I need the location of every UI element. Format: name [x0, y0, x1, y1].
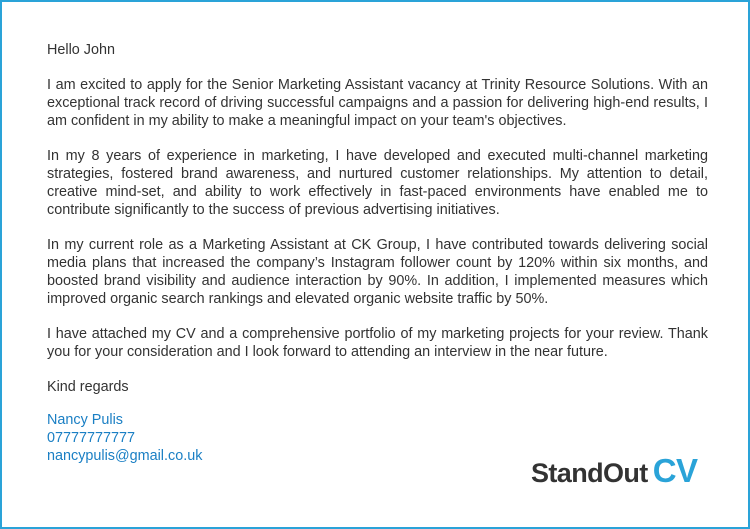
signature-name: Nancy Pulis — [47, 412, 123, 428]
logo-wordmark: StandOut — [531, 458, 648, 488]
paragraph-current-role: In my current role as a Marketing Assistant at CK Group, I have contributed towards delivering social media plans that increased the company’s Instagram follower count by 120% within six months, and boosted brand visibility and audience interaction by 90%. In addition, I implemented measures which improved organic search rankings and elevated organic website traffic by 50%. — [47, 237, 708, 307]
paragraph-intro: I am excited to apply for the Senior Marketing Assistant vacancy at Trinity Resource Solutions. With an exceptional track record of driving successful campaigns and a passion for delivering high-end results, I am confident in my ability to make a meaningful impact on your team's objectives. — [47, 77, 708, 129]
signature-phone: 07777777777 — [47, 430, 136, 446]
signoff: Kind regards — [47, 379, 129, 395]
standout-cv-logo — [531, 452, 698, 490]
cover-letter — [47, 41, 708, 465]
greeting: Hello John — [47, 42, 115, 58]
paragraph-experience: In my 8 years of experience in marketing, I have developed and executed multi-channel marketing strategies, fostered brand awareness, and nurtured customer relationships. My attention to detail, creative mind-set, and ability to work effectively in fast-paced environments have enabled me to contribute significantly to the success of previous advertising initiatives. — [47, 148, 708, 218]
paragraph-closing: I have attached my CV and a comprehensive portfolio of my marketing projects for your review. Thank you for your consideration and I look forward to attending an interview in the near future. — [47, 326, 708, 360]
signature-email: nancypulis@gmail.co.uk — [47, 448, 203, 464]
logo-cv-mark: CV — [652, 452, 698, 489]
